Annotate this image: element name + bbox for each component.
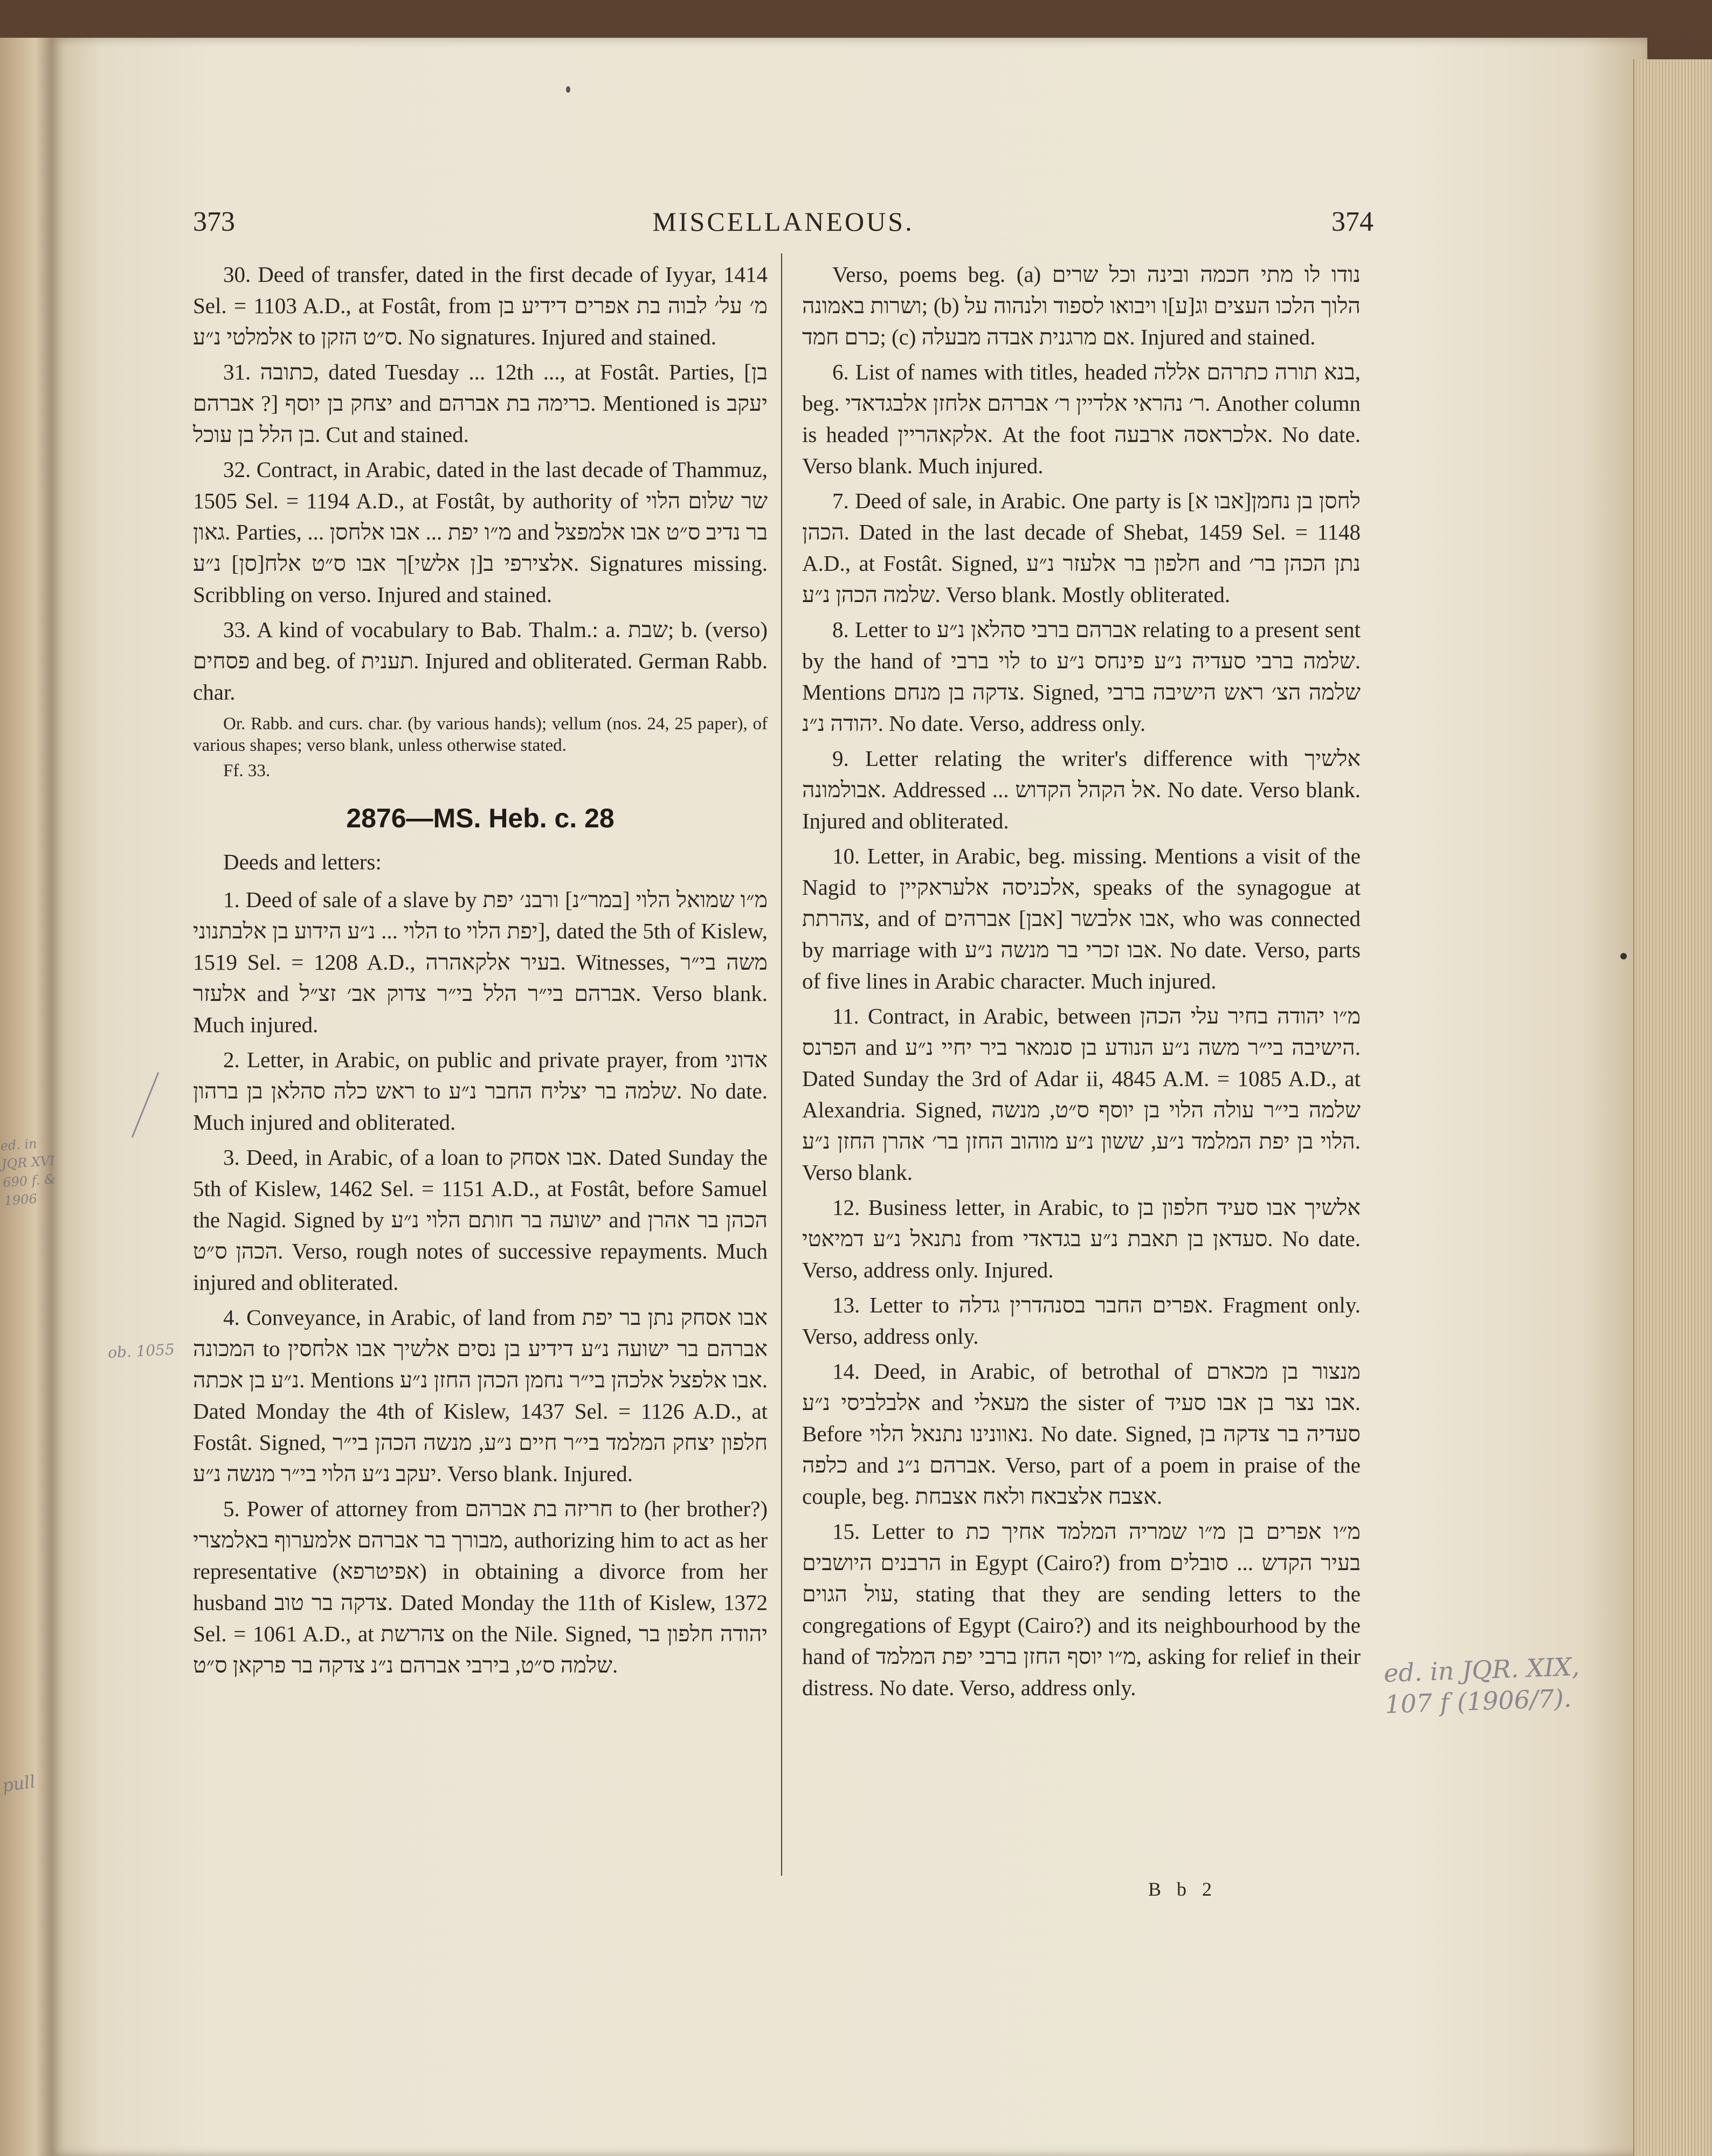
column-divider xyxy=(781,253,782,1876)
margin-note-ob: ob. 1055 xyxy=(107,1340,175,1362)
folio-count: Ff. 33. xyxy=(223,761,271,780)
entry-33: 33. A kind of vocabulary to Bab. Thalm.: a. שבת; b. (verso) פסחים and beg. of תענית. Injured and obliterated. German Rabb. char. xyxy=(193,617,768,704)
entry-4: 4. Conveyance, in Arabic, of land from אבו אסחק נתן בר יפת המכונה to אברהם בר ישועה נ״ע דידיע בן נסים אלשיך אבו אלחסין נ״ע בן אכתה. Mentions אבו אלפצל אלכהן בי״ר נחמן הכהן החזן נ״ע. Dated Monday the 4th of Kislew, 1437 Sel. = 1126 A.D., at Fostât. Signed, חלפון יצחק המלמד בי״ר חיים נ״ע, מנשה הכהן בי״ר יעקב נ״ע הלוי בי״ר מנשה נ״ע. Verso blank. Injured. xyxy=(193,1305,768,1486)
page-stack-edges xyxy=(1633,59,1712,2156)
entry-32: 32. Contract, in Arabic, dated in the last decade of Thammuz, 1505 Sel. = 1194 A.D., at Fostât, by authority of שר שלום הלוי גאון. Parties, ... מ״ו יפת ... אבו אלחסן and בר נדיב ס״ט אבו אלמפצל אלצירפי ב[ן אלשי]ך אבו ס״ט אלח[סן] נ״ע. Signatures missing. Scribbling on verso. Injured and stained. xyxy=(193,457,768,607)
entry-9: 9. Letter relating the writer's difference with אלשיך אבולמונה. Addressed ... אל הקהל הקדוש. No date. Verso blank. Injured and obliterated. xyxy=(802,746,1361,833)
entry-6: 6. List of names with titles, headed בנא תורה כתרהם אללה, beg. ר׳ נהראי אלדיין ר׳ אברהם אלחזן אלבגדאדי. Another column is headed אלקאהריין. At the foot אלכראסה ארבעה. No date. Verso blank. Much injured. xyxy=(802,360,1361,478)
entry-13: 13. Letter to אפרים החבר בסנהדרין גדלה. Fragment only. Verso, address only. xyxy=(802,1293,1361,1349)
verso-poems: Verso, poems beg. (a) נודו לו מתי חכמה ובינה וכל שרים ושרות באמונה; (b) הלוך הלכו העצים וג[ע]ו ויבואו לספוד ולנהוה על כרם חמד; (c) אם מרגנית אבדה מבעלה. Injured and stained. xyxy=(802,262,1361,349)
page-number-left: 373 xyxy=(193,206,235,237)
running-head: MISCELLANEOUS. xyxy=(652,206,914,237)
facing-page-edge xyxy=(0,38,59,2156)
entry-30: 30. Deed of transfer, dated in the first decade of Iyyar, 1414 Sel. = 1103 A.D., at Fostât, from מ׳ על׳ לבוה בת אפרים דידיע בן אלמלטי נ״ע to ס״ט הזקן. No signatures. Injured and stained. xyxy=(193,262,768,349)
entry-5: 5. Power of attorney from חריזה בת אברהם to (her brother?) מבורך בר אברהם אלמערוף באלמצרי, authorizing him to act as her representative (אפיטרפא) in obtaining a divorce from her husband צדקה בר טוב. Dated Monday the 11th of Kislew, 1372 Sel. = 1061 A.D., at צהרשת on the Nile. Signed, יהודה חלפון בר שלמה ס״ט, בירבי אברהם נ״נ צדקה בר פרקאן ס״ט. xyxy=(193,1496,768,1677)
entry-14: 14. Deed, in Arabic, of betrothal of מנצור בן מכארם אלבלביסי נ״ע and מעאלי the sister of אבו נצר בן אבו סעיד. Before נאוונינו נתנאל הלוי. No date. Signed, סעדיה בר צדקה בן כלפה and אברהם נ״נ. Verso, part of a poem in praise of the couple, beg. אצבח אלצבאח ולאח אצבחת. xyxy=(802,1359,1361,1509)
entry-3: 3. Deed, in Arabic, of a loan to אבו אסחק. Dated Sunday the 5th of Kislew, 1462 Sel. = 1151 A.D., at Fostât, before Samuel the Nagid. Signed by ישועה בר חותם הלוי נ״ע and הכהן בר אהרן הכהן ס״ט. Verso, rough notes of successive repayments. Much injured and obliterated. xyxy=(193,1145,768,1295)
entry-2: 2. Letter, in Arabic, on public and private prayer, from אדוני ראש כלה סהלאן בן ברהון to שלמה בר יצליח החבר נ״ע. No date. Much injured and obliterated. xyxy=(193,1047,768,1135)
page-number-right: 374 xyxy=(1331,206,1373,237)
entry-10: 10. Letter, in Arabic, beg. missing. Mentions a visit of the Nagid to אלכניסה אלעראקיין, speaks of the synagogue at צהרתת, and of אבו אלבשר [אבן] אברהים, who was connected by marriage with אבו זכרי בר מנשה נ״ע. No date. Verso, parts of five lines in Arabic character. Much injured. xyxy=(802,844,1361,993)
ink-speck xyxy=(1620,953,1627,959)
entry-15: 15. Letter to מ״ו אפרים בן מ״ו שמריה המלמד אחיך כת הרבנים היושבים in Egypt (Cairo?) from בעיר הקדש ... סובלים עול הגוים, stating that they are sending letters to the congregations of Egypt (Cairo?) and its neighbourhood by the hand of מ״ו יוסף החזן ברבי יפת המלמד, asking for relief in their distress. No date. Verso, address only. xyxy=(802,1519,1361,1700)
manuscript-heading: 2876—MS. Heb. c. 28 xyxy=(346,803,615,833)
section-intro: Deeds and letters: xyxy=(223,849,382,874)
margin-note-jqr: ed. in JQR. XIX, 107 f (1906/7). xyxy=(1383,1651,1580,1719)
margin-note-pull: pull xyxy=(1,1771,37,1796)
page-header xyxy=(193,195,1373,244)
entry-12: 12. Business letter, in Arabic, to אלשיך אבו סעיד חלפון בן נתנאל נ״ע דמיאטי from סעדאן בן תאבת נ״ע בגדאדי. No date. Verso, address only. Injured. xyxy=(802,1195,1361,1282)
margin-note-edin: ed. in JQR XVI 690 f. & 1906 xyxy=(0,1136,57,1209)
entry-1: 1. Deed of sale of a slave by מ״ו שמואל הלוי [במר״נ] ורבנ׳ יפת הלוי ... נ״ע הידוע בן אלבתנוני to יפת הלוי], dated the 5th of Kislew, 1519 Sel. = 1208 A.D., בעיר אלקאהרה. Witnesses, משה בי״ר אלעזר and אברהם בי״ר הלל בי״ר צדוק אב׳ זצ״ל. Verso blank. Much injured. xyxy=(193,887,768,1037)
entry-8: 8. Letter to אברהם ברבי סהלאן נ״ע relating to a present sent by the hand of לוי ברבי to שלמה ברבי סעדיה נ״ע פינחס נ״ע. Mentions צדקה בן מנחם. Signed, שלמה הצ׳ ראש הישיבה ברבי יהודה נ״נ. No date. Verso, address only. xyxy=(802,617,1361,736)
ink-speck xyxy=(566,86,570,93)
left-column xyxy=(193,259,768,1684)
entry-31: 31. כתובה, dated Tuesday ... 12th ..., at Fostât. Parties, [בן אברהם ?] יצחק בן יוסף and כרימה בת אברהם. Mentioned is יעקב בן הלל בן עוכל. Cut and stained. xyxy=(193,360,768,447)
entry-7: 7. Deed of sale, in Arabic. One party is [אבו א]לחסן בן נחמן הכהן. Dated in the last decade of Shebat, 1459 Sel. = 1148 A.D., at Fostât. Signed, חלפון בר אלעזר נ״ע and נתן הכהן בר׳ שלמה הכהן נ״ע. Verso blank. Mostly obliterated. xyxy=(802,488,1361,607)
signature-mark: B b 2 xyxy=(1148,1878,1218,1900)
right-column xyxy=(802,259,1361,1707)
entry-11: 11. Contract, in Arabic, between מ״ו יהודה בחיר עלי הכהן הפרנס and הישיבה בי״ר משה נ״ע הנודע בן סנמאר ביר יחיי נ״ע. Dated Sunday the 3rd of Adar ii, 4845 A.M. = 1085 A.D., at Alexandria. Signed, שלמה בי״ר עולה הלוי בן יוסף ס״ט, מנשה הלוי בן יפת המלמד נ״ע, ששון נ״ע מוהוב החזן בר׳ אהרן החזן נ״ע. Verso blank. xyxy=(802,1004,1361,1185)
description-note: Or. Rabb. and curs. char. (by various hands); vellum (nos. 24, 25 paper), of various shapes; verso blank, unless otherwise stated. xyxy=(193,714,768,755)
